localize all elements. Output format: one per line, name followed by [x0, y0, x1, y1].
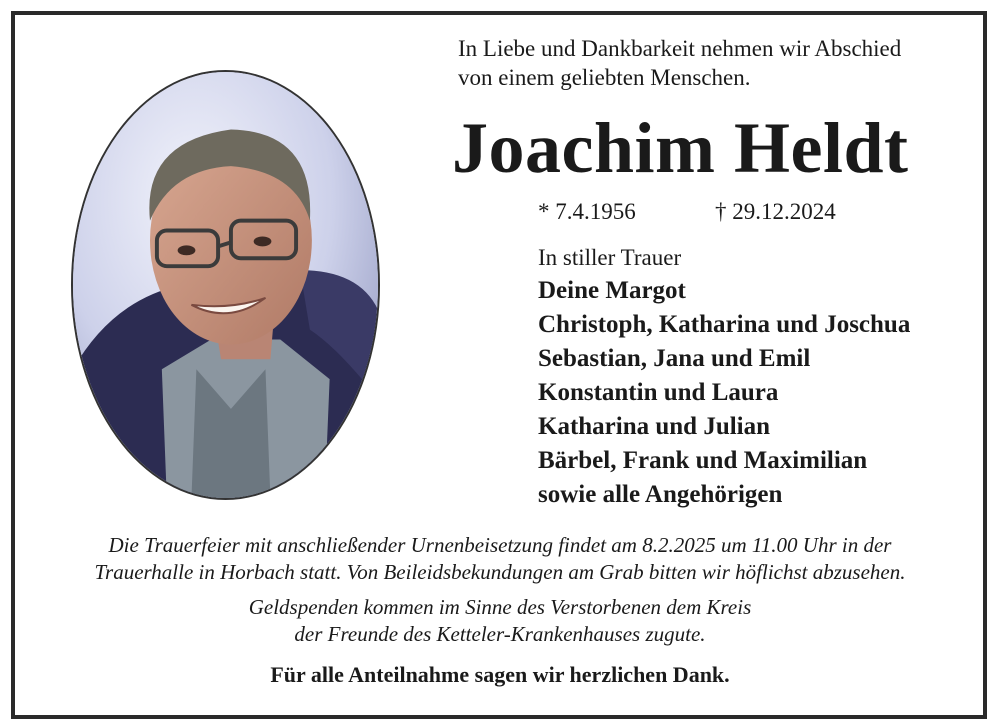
ceremony-line-2: Trauerhalle in Horbach statt. Von Beileidsbekundungen am Grab bitten wir höflichst abzusehen.: [94, 560, 906, 584]
thanks-text: Für alle Anteilnahme sagen wir herzlichen Dank.: [270, 662, 730, 687]
donation-line-2: der Freunde des Ketteler-Krankenhauses zugute.: [294, 622, 706, 646]
birth-date: * 7.4.1956: [538, 199, 636, 224]
deceased-name: Joachim Heldt: [452, 108, 909, 188]
death-date: † 29.12.2024: [715, 199, 836, 224]
family-member: Christoph, Katharina und Joschua: [538, 311, 911, 338]
family-member: Sebastian, Jana und Emil: [538, 345, 811, 372]
ceremony-line-1: Die Trauerfeier mit anschließender Urnenbeisetzung findet am 8.2.2025 um 11.00 Uhr in der: [108, 533, 892, 557]
ceremony-info: [30, 532, 970, 586]
family-list: [538, 274, 910, 512]
person-portrait-icon: [73, 72, 378, 498]
intro-line-2: von einem geliebten Menschen.: [458, 65, 751, 90]
family-member: Katharina und Julian: [538, 413, 771, 440]
portrait-photo: [71, 70, 380, 500]
family-member: Deine Margot: [538, 277, 686, 304]
family-member: sowie alle Angehörigen: [538, 481, 783, 508]
donation-info: [30, 594, 970, 648]
family-member: Konstantin und Laura: [538, 379, 779, 406]
intro-text: [458, 34, 978, 92]
donation-line-1: Geldspenden kommen im Sinne des Verstorbenen dem Kreis: [248, 595, 752, 619]
mourning-label: In stiller Trauer: [538, 245, 682, 270]
family-member: Bärbel, Frank und Maximilian: [538, 447, 868, 474]
intro-line-1: In Liebe und Dankbarkeit nehmen wir Abschied: [458, 36, 902, 61]
